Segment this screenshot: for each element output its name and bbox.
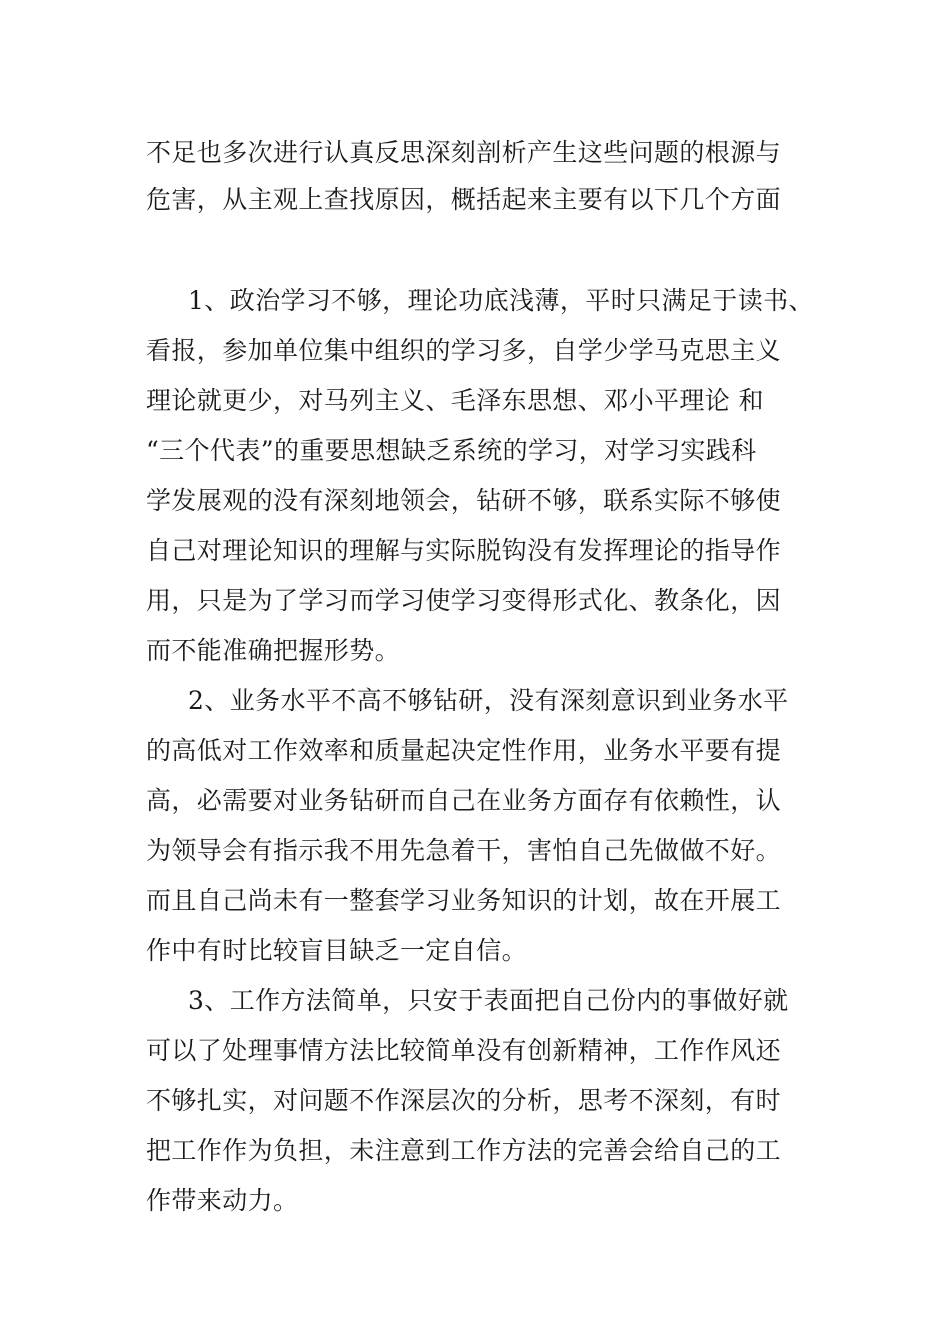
text-line: 作带来动力。	[146, 1186, 299, 1215]
text-line: 可以了处理事情方法比较简单没有创新精神，工作作风还	[146, 1036, 782, 1065]
text-line: 危害，从主观上查找原因，概括起来主要有以下几个方面	[146, 185, 782, 214]
text-line: 自己对理论知识的理解与实际脱钩没有发挥理论的指导作	[146, 536, 782, 565]
text-line: 用，只是为了学习而学习使学习变得形式化、教条化，因	[146, 586, 782, 615]
text-line: 理论就更少，对马列主义、毛泽东思想、邓小平理论 和	[146, 386, 764, 415]
text-line: 看报，参加单位集中组织的学习多，自学少学马克思主义	[146, 336, 782, 365]
text-line: 而且自己尚未有一整套学习业务知识的计划，故在开展工	[146, 886, 782, 915]
paragraph-3-first-line: 3、工作方法简单，只安于表面把自己份内的事做好就	[188, 986, 789, 1015]
text-line: 不够扎实，对问题不作深层次的分析，思考不深刻，有时	[146, 1086, 782, 1115]
text-line: 不足也多次进行认真反思深刻剖析产生这些问题的根源与	[146, 138, 782, 167]
text-line: 而不能准确把握形势。	[146, 636, 401, 665]
text-line: 学发展观的没有深刻地领会，钻研不够，联系实际不够使	[146, 486, 782, 515]
text-line: 作中有时比较盲目缺乏一定自信。	[146, 936, 528, 965]
text-line: 为领导会有指示我不用先急着干，害怕自己先做做不好。	[146, 836, 782, 865]
text-line: 的高低对工作效率和质量起决定性作用，业务水平要有提	[146, 736, 782, 765]
paragraph-2-first-line: 2、业务水平不高不够钻研，没有深刻意识到业务水平	[188, 686, 789, 715]
text-line: “三个代表”的重要思想缺乏系统的学习，对学习实践科	[146, 436, 757, 465]
paragraph-1-first-line: 1、政治学习不够，理论功底浅薄，平时只满足于读书、	[188, 286, 814, 315]
text-line: 高，必需要对业务钻研而自己在业务方面存有依赖性，认	[146, 786, 782, 815]
text-line: 把工作作为负担，未注意到工作方法的完善会给自己的工	[146, 1136, 782, 1165]
